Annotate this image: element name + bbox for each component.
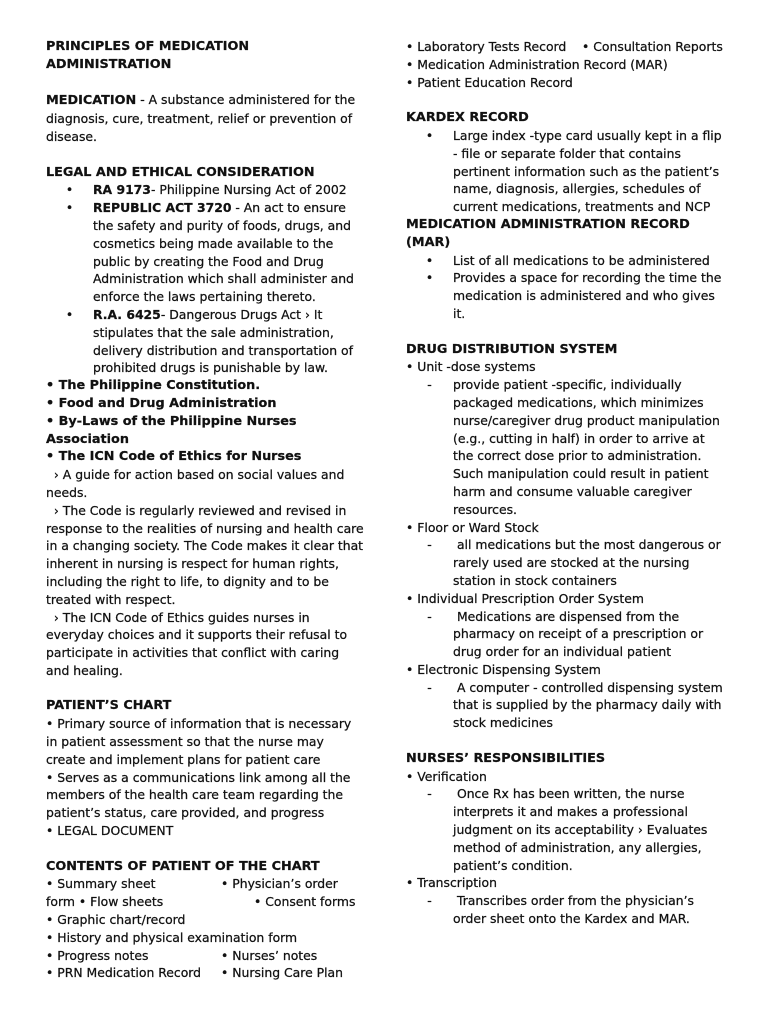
bold-bullet: • Food and Drug Administration: [46, 395, 277, 411]
medication-term: MEDICATION: [46, 93, 137, 109]
dds-text: all medications but the most dangerous or rarely used are stocked at the nursing station in stock containers: [453, 537, 725, 588]
contents-item: • Physician’s order: [221, 876, 338, 892]
dds-text: A computer - controlled dispensing system that is supplied by the pharmacy daily with stock medicines: [453, 679, 727, 731]
contents-item: • Progress notes: [46, 947, 149, 963]
legal-term: R.A. 6425: [93, 306, 161, 322]
legal-item: [46, 181, 364, 199]
bullet-icon: •: [65, 182, 74, 198]
chart-item: • Primary source of information that is necessary in patient assessment so that the nurse may create and implement plans for patient care: [46, 716, 352, 767]
dash-icon: -: [427, 537, 432, 553]
dds-desc: [406, 376, 726, 518]
contents-item: • Nursing Care Plan: [221, 965, 344, 981]
resp-heading: NURSES’ RESPONSIBILITIES: [406, 750, 606, 766]
contents-item: • Summary sheet: [46, 876, 156, 892]
dash-icon: -: [427, 893, 432, 909]
contents-item: • History and physical examination form: [46, 929, 298, 945]
dds-desc: [406, 536, 726, 589]
bullet-icon: •: [425, 270, 434, 286]
mar-text: Provides a space for recording the time the medication is administered and who gives it.: [453, 270, 722, 321]
mar-item: [406, 252, 726, 270]
dds-label: • Individual Prescription Order System: [406, 590, 644, 606]
bold-bullet: • The ICN Code of Ethics for Nurses: [46, 449, 302, 465]
left-column: [46, 38, 368, 982]
contents-row: [46, 964, 364, 982]
dash-icon: -: [427, 608, 432, 624]
contents-item: • PRN Medication Record: [46, 965, 202, 981]
legal-heading: LEGAL AND ETHICAL CONSIDERATION: [46, 164, 315, 180]
resp-label: • Transcription: [406, 875, 497, 891]
medication-definition: [46, 91, 364, 145]
records-line: • Patient Education Record: [406, 74, 573, 90]
dds-label: • Electronic Dispensing System: [406, 661, 601, 677]
icn-paragraph: › A guide for action based on social values and needs.: [46, 467, 349, 500]
medication-def-text: - A substance administered for the diagnosis, cure, treatment, relief or prevention of disease.: [46, 92, 356, 144]
legal-text: - Dangerous Drugs Act › It stipulates that the sale administration, delivery distribution and transportation of prohibited drugs is punishable by law.: [93, 306, 353, 376]
dds-label: • Unit -dose systems: [406, 359, 536, 375]
legal-item: [46, 199, 364, 306]
resp-desc: [406, 785, 726, 874]
bold-bullet: • By-Laws of the Philippine Nurses Association: [46, 413, 297, 447]
mar-text: List of all medications to be administered: [453, 252, 710, 268]
dds-heading: DRUG DISTRIBUTION SYSTEM: [406, 341, 618, 357]
legal-term: REPUBLIC ACT 3720: [93, 200, 232, 216]
bold-bullet: • The Philippine Constitution.: [46, 378, 261, 394]
chart-item: • Serves as a communications link among all the members of the health care team regarding the patient’s status, care provided, and progress: [46, 769, 351, 821]
icn-paragraph: › The ICN Code of Ethics guides nurses in everyday choices and it supports their refusal to participate in activities that conflict with caring and healing.: [46, 609, 352, 678]
dash-icon: -: [427, 786, 432, 802]
contents-row: [46, 947, 364, 965]
contents-item: form • Flow sheets: [46, 894, 164, 910]
dds-text: provide patient -specific, individually packaged medications, which minimizes nurse/caregiver drug product manipulation (e.g., cutting in half) in order to arrive at the correct dose prior to administration. Such manipulation could result in patient harm and consume valuable caregiver resources.: [453, 377, 724, 517]
bullet-icon: •: [425, 127, 434, 143]
legal-text: - An act to ensure the safety and purity of foods, drugs, and cosmetics being made available to the public by creating the Food and Drug Administration which shall administer and enforce the laws pertaining thereto.: [93, 200, 354, 305]
bullet-icon: •: [65, 200, 74, 216]
bullet-icon: •: [425, 252, 434, 268]
kardex-heading: KARDEX RECORD: [406, 110, 529, 126]
dds-label: • Floor or Ward Stock: [406, 519, 539, 535]
legal-term: RA 9173: [93, 182, 151, 198]
kardex-item: [406, 127, 726, 216]
dash-icon: -: [427, 377, 432, 393]
resp-text: Once Rx has been written, the nurse interprets it and makes a professional judgment on its acceptability › Evaluates method of administration, any allergies, patient’s condition.: [453, 786, 712, 873]
resp-label: • Verification: [406, 768, 487, 784]
bullet-icon: •: [65, 306, 74, 322]
records-line: • Medication Administration Record (MAR): [406, 56, 668, 72]
chart-heading: PATIENT’S CHART: [46, 698, 172, 714]
dds-desc: [406, 608, 726, 661]
icn-paragraph: › The Code is regularly reviewed and revised in response to the realities of nursing and health care in a changing society. The Code makes it clear that inherent in nursing is respect for human rights, including the right to life, to dignity and to be treated with respect.: [46, 502, 368, 607]
resp-text: Transcribes order from the physician’s order sheet onto the Kardex and MAR.: [453, 893, 698, 927]
dash-icon: -: [427, 679, 432, 695]
resp-desc: [406, 892, 726, 928]
contents-row: [46, 893, 364, 911]
dds-desc: [406, 679, 726, 732]
contents-heading: CONTENTS OF PATIENT OF THE CHART: [46, 858, 320, 874]
contents-row: [46, 875, 364, 893]
mar-item: [406, 269, 726, 322]
records-line: • Laboratory Tests Record • Consultation Reports: [406, 39, 723, 54]
contents-item: • Nurses’ notes: [221, 947, 318, 963]
dds-text: Medications are dispensed from the pharmacy on receipt of a prescription or drug order for an individual patient: [453, 608, 707, 660]
chart-item: • LEGAL DOCUMENT: [46, 823, 174, 839]
legal-text: - Philippine Nursing Act of 2002: [150, 182, 347, 198]
contents-item: • Graphic chart/record: [46, 912, 186, 928]
right-column: [406, 38, 726, 928]
kardex-text: Large index -type card usually kept in a flip - file or separate folder that contains pertinent information such as the patient’s name, diagnosis, allergies, schedules of current medications, treatments and NCP: [453, 127, 722, 215]
page-title: PRINCIPLES OF MEDICATION ADMINISTRATION: [46, 39, 250, 72]
legal-item: [46, 306, 364, 377]
contents-item: • Consent forms: [254, 894, 356, 910]
mar-heading: MEDICATION ADMINISTRATION RECORD (MAR): [406, 216, 690, 250]
